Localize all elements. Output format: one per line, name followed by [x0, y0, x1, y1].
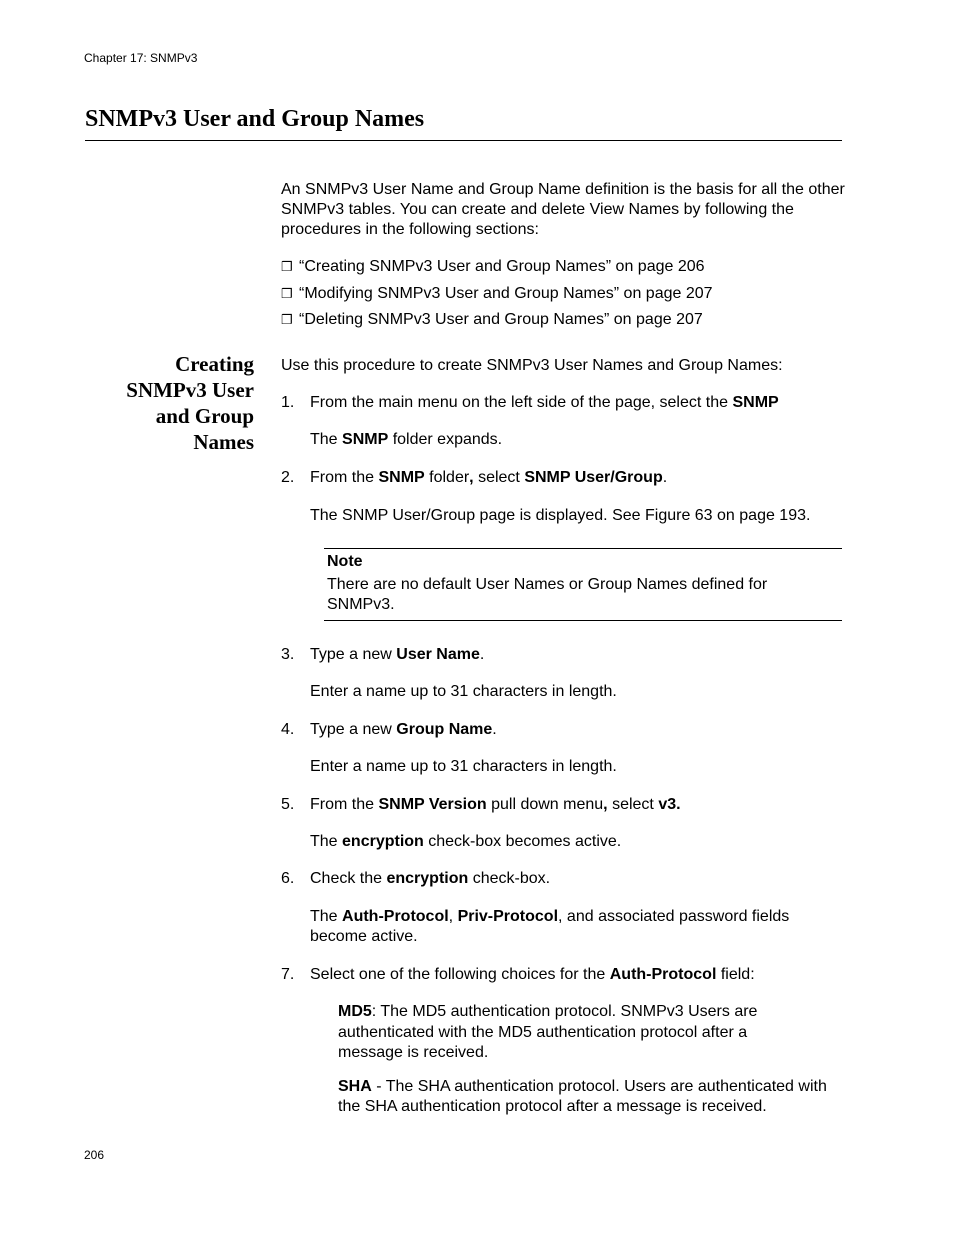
step-text: Check the	[310, 870, 387, 887]
step-5-result	[310, 832, 621, 852]
step-text: .	[662, 469, 668, 486]
step-number: 6.	[281, 870, 295, 887]
step-text: From the	[310, 796, 379, 813]
option-md5	[338, 1002, 808, 1064]
result-text: folder expands.	[388, 431, 503, 448]
option-term: SHA	[338, 1078, 372, 1095]
step-number: 5.	[281, 796, 295, 813]
step-4-result: Enter a name up to 31 characters in length.	[310, 758, 617, 775]
ui-term: v3.	[658, 796, 681, 813]
heading-line: and Group	[155, 404, 254, 428]
title-rule	[85, 140, 842, 141]
result-text: The	[310, 833, 343, 850]
step-2	[281, 468, 667, 488]
note-text: There are no default User Names or Group Names defined for SNMPv3.	[327, 576, 768, 613]
step-text: Select one of the following choices for the	[310, 966, 610, 983]
ui-term: SNMP	[732, 394, 779, 411]
step-2-result: The SNMP User/Group page is displayed. See Figure 63 on page 193.	[310, 507, 811, 524]
step-number: 4.	[281, 721, 295, 738]
option-text: : The MD5 authentication protocol. SNMPv3 Users are authenticated with the MD5 authentication protocol after a message is received.	[338, 1003, 758, 1061]
option-term: MD5	[338, 1003, 372, 1020]
step-1	[281, 393, 779, 413]
ui-term: SNMP	[378, 469, 425, 486]
step-number: 3.	[281, 646, 295, 663]
ui-term: SNMP Version	[378, 796, 487, 813]
note-top-rule	[324, 548, 842, 549]
step-number: 7.	[281, 966, 295, 983]
step-6-result	[310, 907, 840, 947]
ui-term: encryption	[386, 870, 469, 887]
step-punct: ,	[469, 469, 474, 486]
step-number: 2.	[281, 469, 295, 486]
heading-line: Names	[193, 430, 254, 454]
result-text: , and associated password fields become active.	[310, 908, 790, 945]
result-text: The	[310, 908, 343, 925]
step-text: select	[607, 796, 659, 813]
ui-term: SNMP	[342, 431, 389, 448]
list-item	[281, 284, 713, 304]
cross-reference-link[interactable]: “Modifying SNMPv3 User and Group Names” on page 207	[299, 285, 713, 302]
step-5	[281, 795, 681, 815]
intro-paragraph: An SNMPv3 User Name and Group Name definition is the basis for all the other SNMPv3 tables. You can create and delete View Names by following the procedures in the following sections:	[281, 181, 845, 238]
running-header: Chapter 17: SNMPv3	[84, 51, 198, 65]
result-text: The	[310, 431, 343, 448]
step-text: Type a new	[310, 721, 397, 738]
heading-line: SNMPv3 User	[126, 378, 254, 402]
ui-term: Group Name	[396, 721, 493, 738]
step-text: field:	[716, 966, 755, 983]
step-text: Type a new	[310, 646, 397, 663]
step-6	[281, 869, 550, 889]
procedure-lead: Use this procedure to create SNMPv3 User Names and Group Names:	[281, 357, 783, 374]
page-number: 206	[84, 1148, 105, 1162]
step-3	[281, 645, 484, 665]
list-item	[281, 257, 705, 277]
ui-term: encryption	[342, 833, 424, 850]
step-7	[281, 965, 755, 985]
option-text: - The SHA authentication protocol. Users are authenticated with the SHA authentication protocol after a message is received.	[338, 1078, 827, 1115]
note-label: Note	[327, 553, 363, 570]
ui-term: Auth-Protocol	[342, 908, 449, 925]
option-sha	[338, 1077, 838, 1117]
step-4	[281, 720, 497, 740]
ui-term: SNMP User/Group	[524, 469, 663, 486]
step-number: 1.	[281, 394, 295, 411]
cross-reference-link[interactable]: “Creating SNMPv3 User and Group Names” on page 206	[299, 258, 705, 275]
step-3-result: Enter a name up to 31 characters in length.	[310, 683, 617, 700]
step-punct: ,	[603, 796, 608, 813]
list-item	[281, 310, 703, 330]
result-text: ,	[448, 908, 458, 925]
step-text: .	[479, 646, 485, 663]
step-text: check-box.	[468, 870, 551, 887]
subsection-heading	[100, 351, 254, 455]
ui-term: Auth-Protocol	[609, 966, 717, 983]
step-text: From the main menu on the left side of the page, select the	[310, 394, 733, 411]
ui-term: User Name	[396, 646, 480, 663]
step-text: pull down menu	[486, 796, 604, 813]
section-title: SNMPv3 User and Group Names	[85, 106, 425, 132]
result-text: check-box becomes active.	[423, 833, 622, 850]
cross-reference-link[interactable]: “Deleting SNMPv3 User and Group Names” on page 207	[299, 311, 703, 328]
step-1-result	[310, 430, 502, 450]
checkbox-bullet-icon: ❒	[281, 259, 293, 274]
ui-term: Priv-Protocol	[457, 908, 559, 925]
step-text: From the	[310, 469, 379, 486]
step-text: .	[492, 721, 497, 738]
step-text: select	[473, 469, 525, 486]
checkbox-bullet-icon: ❒	[281, 286, 293, 301]
step-text: folder	[424, 469, 470, 486]
note-bottom-rule	[324, 620, 842, 621]
checkbox-bullet-icon: ❒	[281, 312, 293, 327]
heading-line: Creating	[175, 352, 254, 376]
